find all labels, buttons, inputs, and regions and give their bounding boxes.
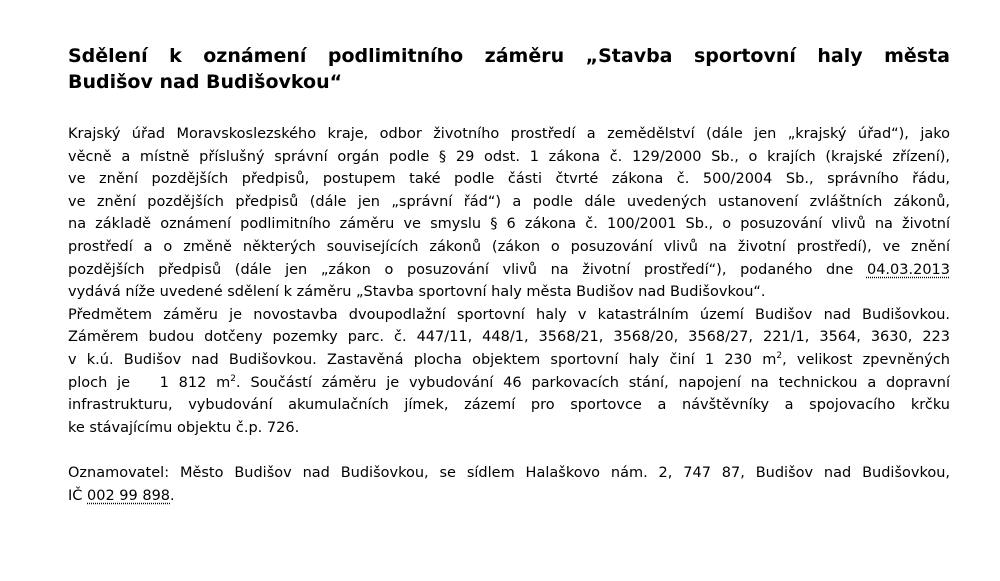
text-line: vydává níže uvedené sdělení k záměru „Stavba sportovní haly města Budišov nad Budišovkou“. bbox=[68, 284, 766, 301]
text-segment: . bbox=[170, 487, 175, 504]
text-line: věcně a místně příslušný správní orgán podle § 29 odst. 1 zákona č. 129/2000 Sb., o krajích (krajské zřízení), bbox=[68, 148, 950, 165]
paragraph-gap bbox=[68, 439, 950, 462]
filing-date: 04.03.2013 bbox=[866, 261, 950, 278]
text-line: Záměrem budou dotčeny pozemky parc. č. 447/11, 448/1, 3568/21, 3568/20, 3568/27, 221/1, 3564, 3630, 223 bbox=[68, 329, 950, 346]
title-line: Budišov nad Budišovkou“ bbox=[68, 71, 343, 93]
text-line: ke stávajícímu objektu č.p. 726. bbox=[68, 419, 300, 436]
text-segment: ploch je 1 812 m bbox=[68, 374, 231, 391]
text-line: na základě oznámení podlimitního záměru ve smyslu § 6 zákona č. 100/2001 Sb., o posuzování vlivů na životní bbox=[68, 216, 950, 233]
text-line: prostředí a o změně některých souvisejících zákonů (zákon o posuzování vlivů na životní prostředí), ve znění bbox=[68, 238, 950, 255]
text-segment: . Součástí záměru je vybudování 46 parkovacích stání, napojení na technickou a dopravní bbox=[236, 374, 950, 391]
text-line: infrastrukturu, vybudování akumulačních jímek, zázemí pro sportovce a návštěvníky a spojovacího krčku bbox=[68, 397, 950, 414]
text-segment: v k.ú. Budišov nad Budišovkou. Zastavěná plocha objektem sportovní haly činí 1 230 m bbox=[68, 351, 777, 368]
text-line bbox=[68, 485, 950, 508]
document-body bbox=[68, 123, 950, 507]
text-line bbox=[68, 349, 950, 372]
text-segment: IČ bbox=[68, 487, 88, 504]
text-line bbox=[68, 372, 950, 395]
text-line: Krajský úřad Moravskoslezského kraje, odbor životního prostředí a zemědělství (dále jen „krajský úřad“), jako bbox=[68, 126, 950, 142]
superscript: 2 bbox=[776, 350, 783, 361]
title-line: Sdělení k oznámení podlimitního záměru „Stavba sportovní haly města bbox=[68, 45, 950, 67]
text-line bbox=[68, 259, 950, 282]
ic-number: 002 99 898 bbox=[87, 487, 171, 504]
text-segment: , velikost zpevněných bbox=[782, 351, 950, 368]
text-line: Oznamovatel: Město Budišov nad Budišovkou, se sídlem Halaškovo nám. 2, 747 87, Budišov nad Budišovkou, bbox=[68, 464, 950, 481]
text-line: ve znění pozdějších předpisů, postupem také podle části čtvrté zákona č. 500/2004 Sb., správního řádu, bbox=[68, 171, 950, 188]
document-title bbox=[68, 43, 950, 95]
superscript: 2 bbox=[230, 373, 237, 384]
text-line: Předmětem záměru je novostavba dvoupodlažní sportovní haly v katastrálním území Budišov nad Budišovkou. bbox=[68, 306, 950, 323]
text-line: ve znění pozdějších předpisů (dále jen „správní řád“) a podle dále uvedených ustanovení zvláštních zákonů, bbox=[68, 193, 950, 210]
text-segment: pozdějších předpisů (dále jen „zákon o posuzování vlivů na životní prostředí“), podaného dne bbox=[68, 261, 867, 278]
